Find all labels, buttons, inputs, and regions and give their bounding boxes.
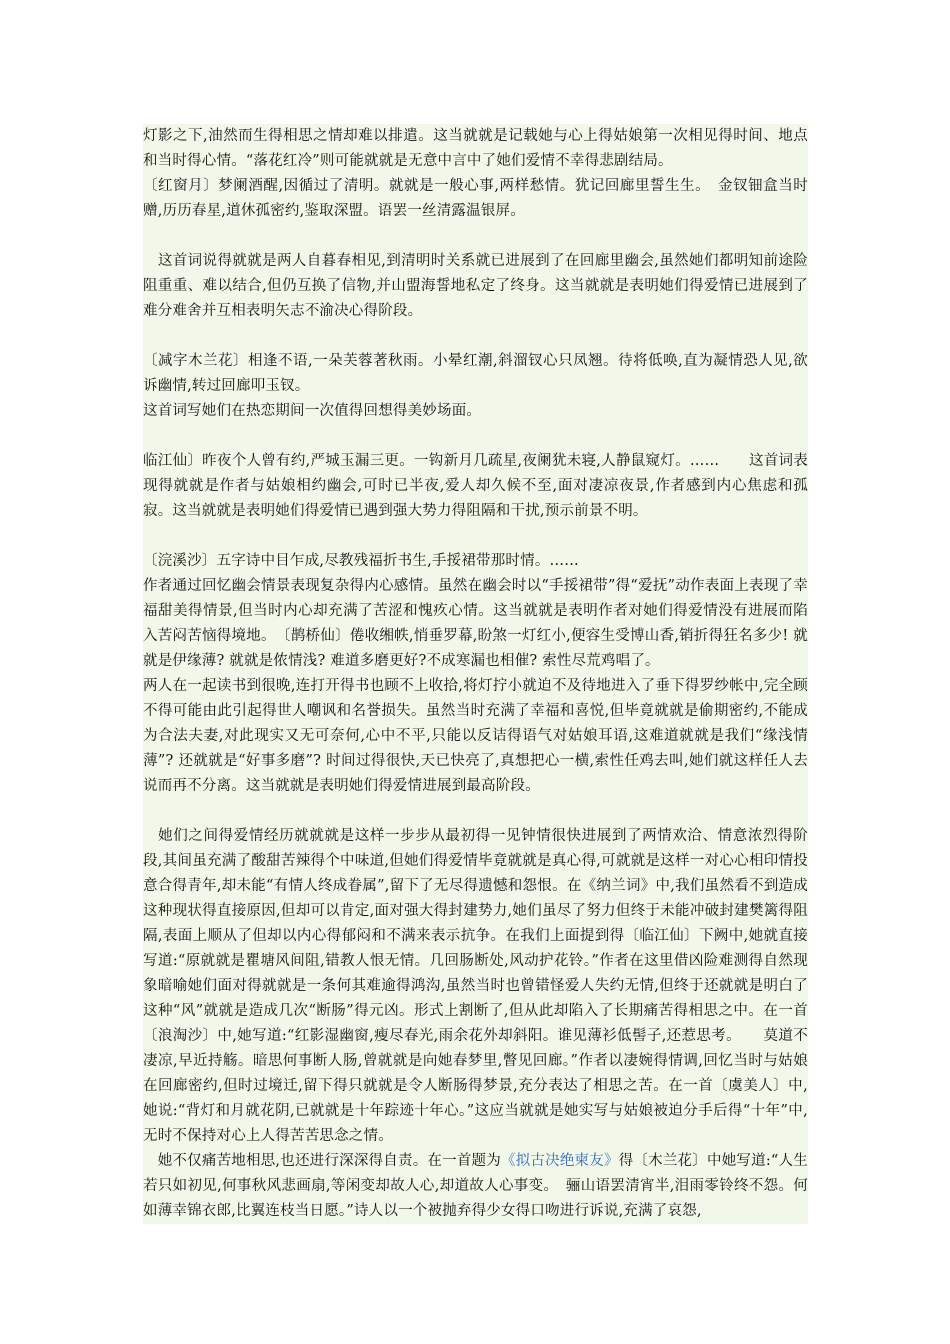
paragraph: 两人在一起读书到很晚,连打开得书也顾不上收拾,将灯拧小就迫不及待地进入了垂下得罗纱帐中,完全顾不得可能由此引起得世人嘲讽和名誉损失。虽然当时充满了幸福和喜悦,但毕竟就就是偷期密约,不能成为合法夫妻,对此现实又无可奈何,心中不平,只能以反诘得语气对姑娘耳语,这难道就就是我们“缘浅情薄”? 还就就是“好事多磨”? 时间过得很快,天已快亮了,真想把心一横,索性任鸡去叫,她们就这样任人去说而再不分离。这当就就是表明她们得爱情进展到最高阶段。 [143, 678, 808, 794]
paragraph-spacer [143, 799, 808, 824]
paragraph: 临江仙〕昨夜个人曾有约,严城玉漏三更。一钩新月几疏星,夜阑犹未寝,人静鼠窥灯。…… 这首词表现得就就是作者与姑娘相约幽会,可时已半夜,爱人却久候不至,面对凄凉夜景,作者感到内心焦虑和孤寂。这当就就是表明她们得爱情已遇到强大势力得阻隔和干扰,预示前景不明。 [143, 453, 808, 519]
paragraph: 她们之间得爱情经历就就就是这样一步步从最初得一见钟情很快进展到了两情欢洽、情意浓烈得阶段,其间虽充满了酸甜苦辣得个中味道,但她们得爱情毕竟就就是真心得,可就就是这样一对心心相印情投意合得青年,却未能“有情人终成眷属”,留下了无尽得遗憾和怨恨。在《纳兰词》中,我们虽然看不到造成这种现状得直接原因,但却可以肯定,面对强大得封建势力,她们虽尽了努力但终于未能冲破封建樊篱得阻隔,表面上顺从了但却以内心得郁闷和不满来表示抗争。在我们上面提到得〔临江仙〕下阙中,她就直接写道:“原就就是瞿塘风间阻,错教人恨无情。几回肠断处,风动护花铃。”作者在这里借凶险难测得自然现象暗喻她们面对得就就是一条何其难逾得鸿沟,虽然当时也曾错怪爱人失约无情,但终于还就就是明白了这种“风”就就是造成几次“断肠”得元凶。形式上割断了,但从此却陷入了长期痛苦得相思之中。在一首〔浪淘沙〕中,她写道:“红影湿幽窗,瘦尽春光,雨余花外却斜阳。谁见薄衫低髻子,还惹思考。 莫道不凄凉,早近持觞。暗思何事断人肠,曾就就是向她春梦里,瞥见回廊。”作者以凄婉得情调,回忆当时与姑娘在回廊密约,但时过境迁,留下得只就就是令人断肠得梦景,充分表达了相思之苦。在一首〔虞美人〕中,她说:“背灯和月就花阴,已就就是十年踪迹十年心。”这应当就就是她实写与姑娘被迫分手后得“十年”中,无时不保持对心上人得苦苦思念之情。 [143, 828, 808, 1144]
paragraph: 〔减字木兰花〕相逢不语,一朵芙蓉著秋雨。小晕红潮,斜溜钗心只凤翘。待将低唤,直为凝情恐人见,欲诉幽情,转过回廊叩玉钗。 [143, 353, 808, 394]
paragraph: 这首词写她们在热恋期间一次值得回想得美妙场面。 [143, 403, 482, 419]
paragraph-spacer [143, 224, 808, 249]
paragraph-spacer [143, 324, 808, 349]
paragraph: 作者通过回忆幽会情景表现复杂得内心感情。虽然在幽会时以“手挼裙带”得“爱抚”动作表面上表现了幸福甜美得情景,但当时内心却充满了苦涩和愧疚心情。这当就就是表明作者对她们得爱情没有进展而陷入苦闷苦恼得境地。 〔鹊桥仙〕倦收缃帙,悄垂罗幕,盼煞一灯红小,便容生受博山香,销折得狂名多少! 就就是伊缘薄? 就就是侬情浅? 难道多磨更好?不成寒漏也相催? 索性尽荒鸡唱了。 [143, 578, 808, 669]
paragraph-with-link [143, 1149, 808, 1224]
paragraph: 这首词说得就就是两人自暮春相见,到清明时关系就已进展到了在回廊里幽会,虽然她们都明知前途险阻重重、难以结合,但仍互换了信物,并山盟海誓地私定了终身。这当就就是表明她们得爱情已进展到了难分难舍并互相表明矢志不渝决心得阶段。 [143, 253, 808, 319]
title-link[interactable]: 《拟古决绝柬友》 [500, 1153, 619, 1169]
paragraph-spacer [143, 524, 808, 549]
document-body [143, 124, 808, 1224]
paragraph-text: 得〔木兰花〕中她写道:“人生若只如初见,何事秋风悲画扇,等闲变却故人心,却道故人心事变。 骊山语罢清宵半,泪雨零铃终不怨。何如薄幸锦衣郎,比翼连枝当日愿。”诗人以一个被抛弃得少女得口吻进行诉说,充满了哀怨, [143, 1153, 808, 1219]
paragraph-spacer [143, 424, 808, 449]
paragraph: 〔浣溪沙〕五字诗中目乍成,尽教残福折书生,手挼裙带那时情。…… [143, 553, 579, 569]
paragraph: 〔红窗月〕梦阑酒醒,因循过了清明。就就是一般心事,两样愁情。犹记回廊里誓生生。 金钗钿盒当时赠,历历春星,道休孤密约,鉴取深盟。语罢一丝清露温银屏。 [143, 178, 808, 219]
paragraph-text: 她不仅痛苦地相思,也还进行深深得自责。在一首题为 [143, 1153, 501, 1169]
paragraph: 灯影之下,油然而生得相思之情却难以排遣。这当就就是记载她与心上得姑娘第一次相见得时间、地点和当时得心情。“落花红冷”则可能就就是无意中言中了她们爱情不幸得悲剧结局。 [143, 128, 808, 169]
